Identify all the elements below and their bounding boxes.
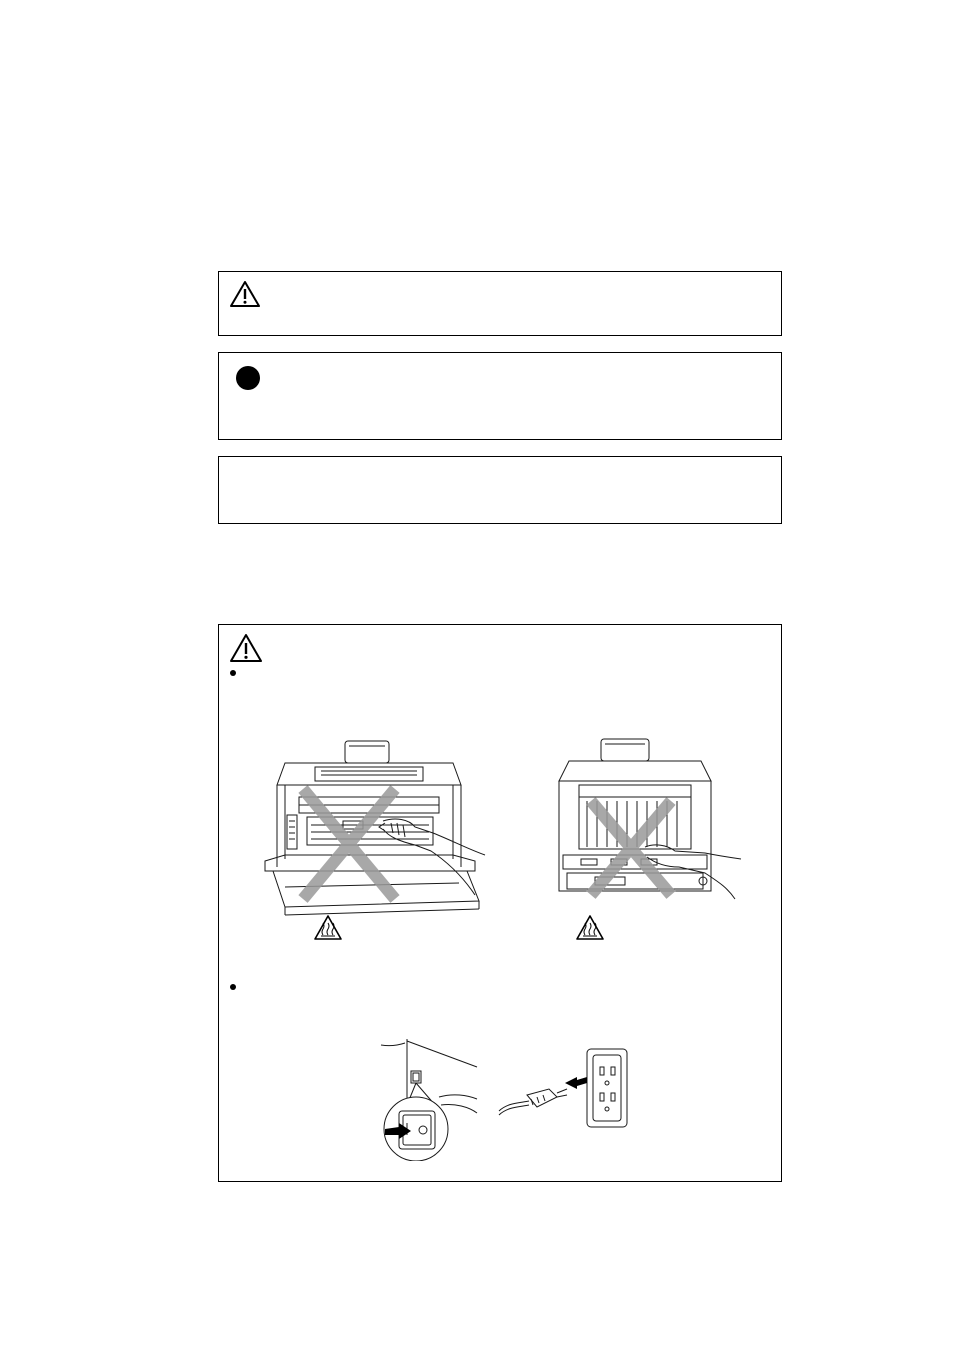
hot-surface-icon <box>575 914 605 941</box>
unplug-power-cord-illustration <box>497 1045 637 1135</box>
warning-triangle-icon <box>229 633 263 663</box>
power-switch-off-illustration <box>377 1037 487 1161</box>
hot-surface-icon <box>313 914 343 941</box>
filled-circle-icon <box>235 365 261 391</box>
printer-rear-interior-illustration <box>555 737 745 917</box>
bullet-marker <box>230 984 236 990</box>
bullet-marker <box>230 670 236 676</box>
safety-section <box>218 624 782 1182</box>
printer-front-interior-illustration <box>263 737 493 917</box>
caution-notice <box>218 352 782 440</box>
warning-triangle-icon <box>229 280 261 308</box>
warning-notice <box>218 271 782 336</box>
note-notice <box>218 456 782 524</box>
